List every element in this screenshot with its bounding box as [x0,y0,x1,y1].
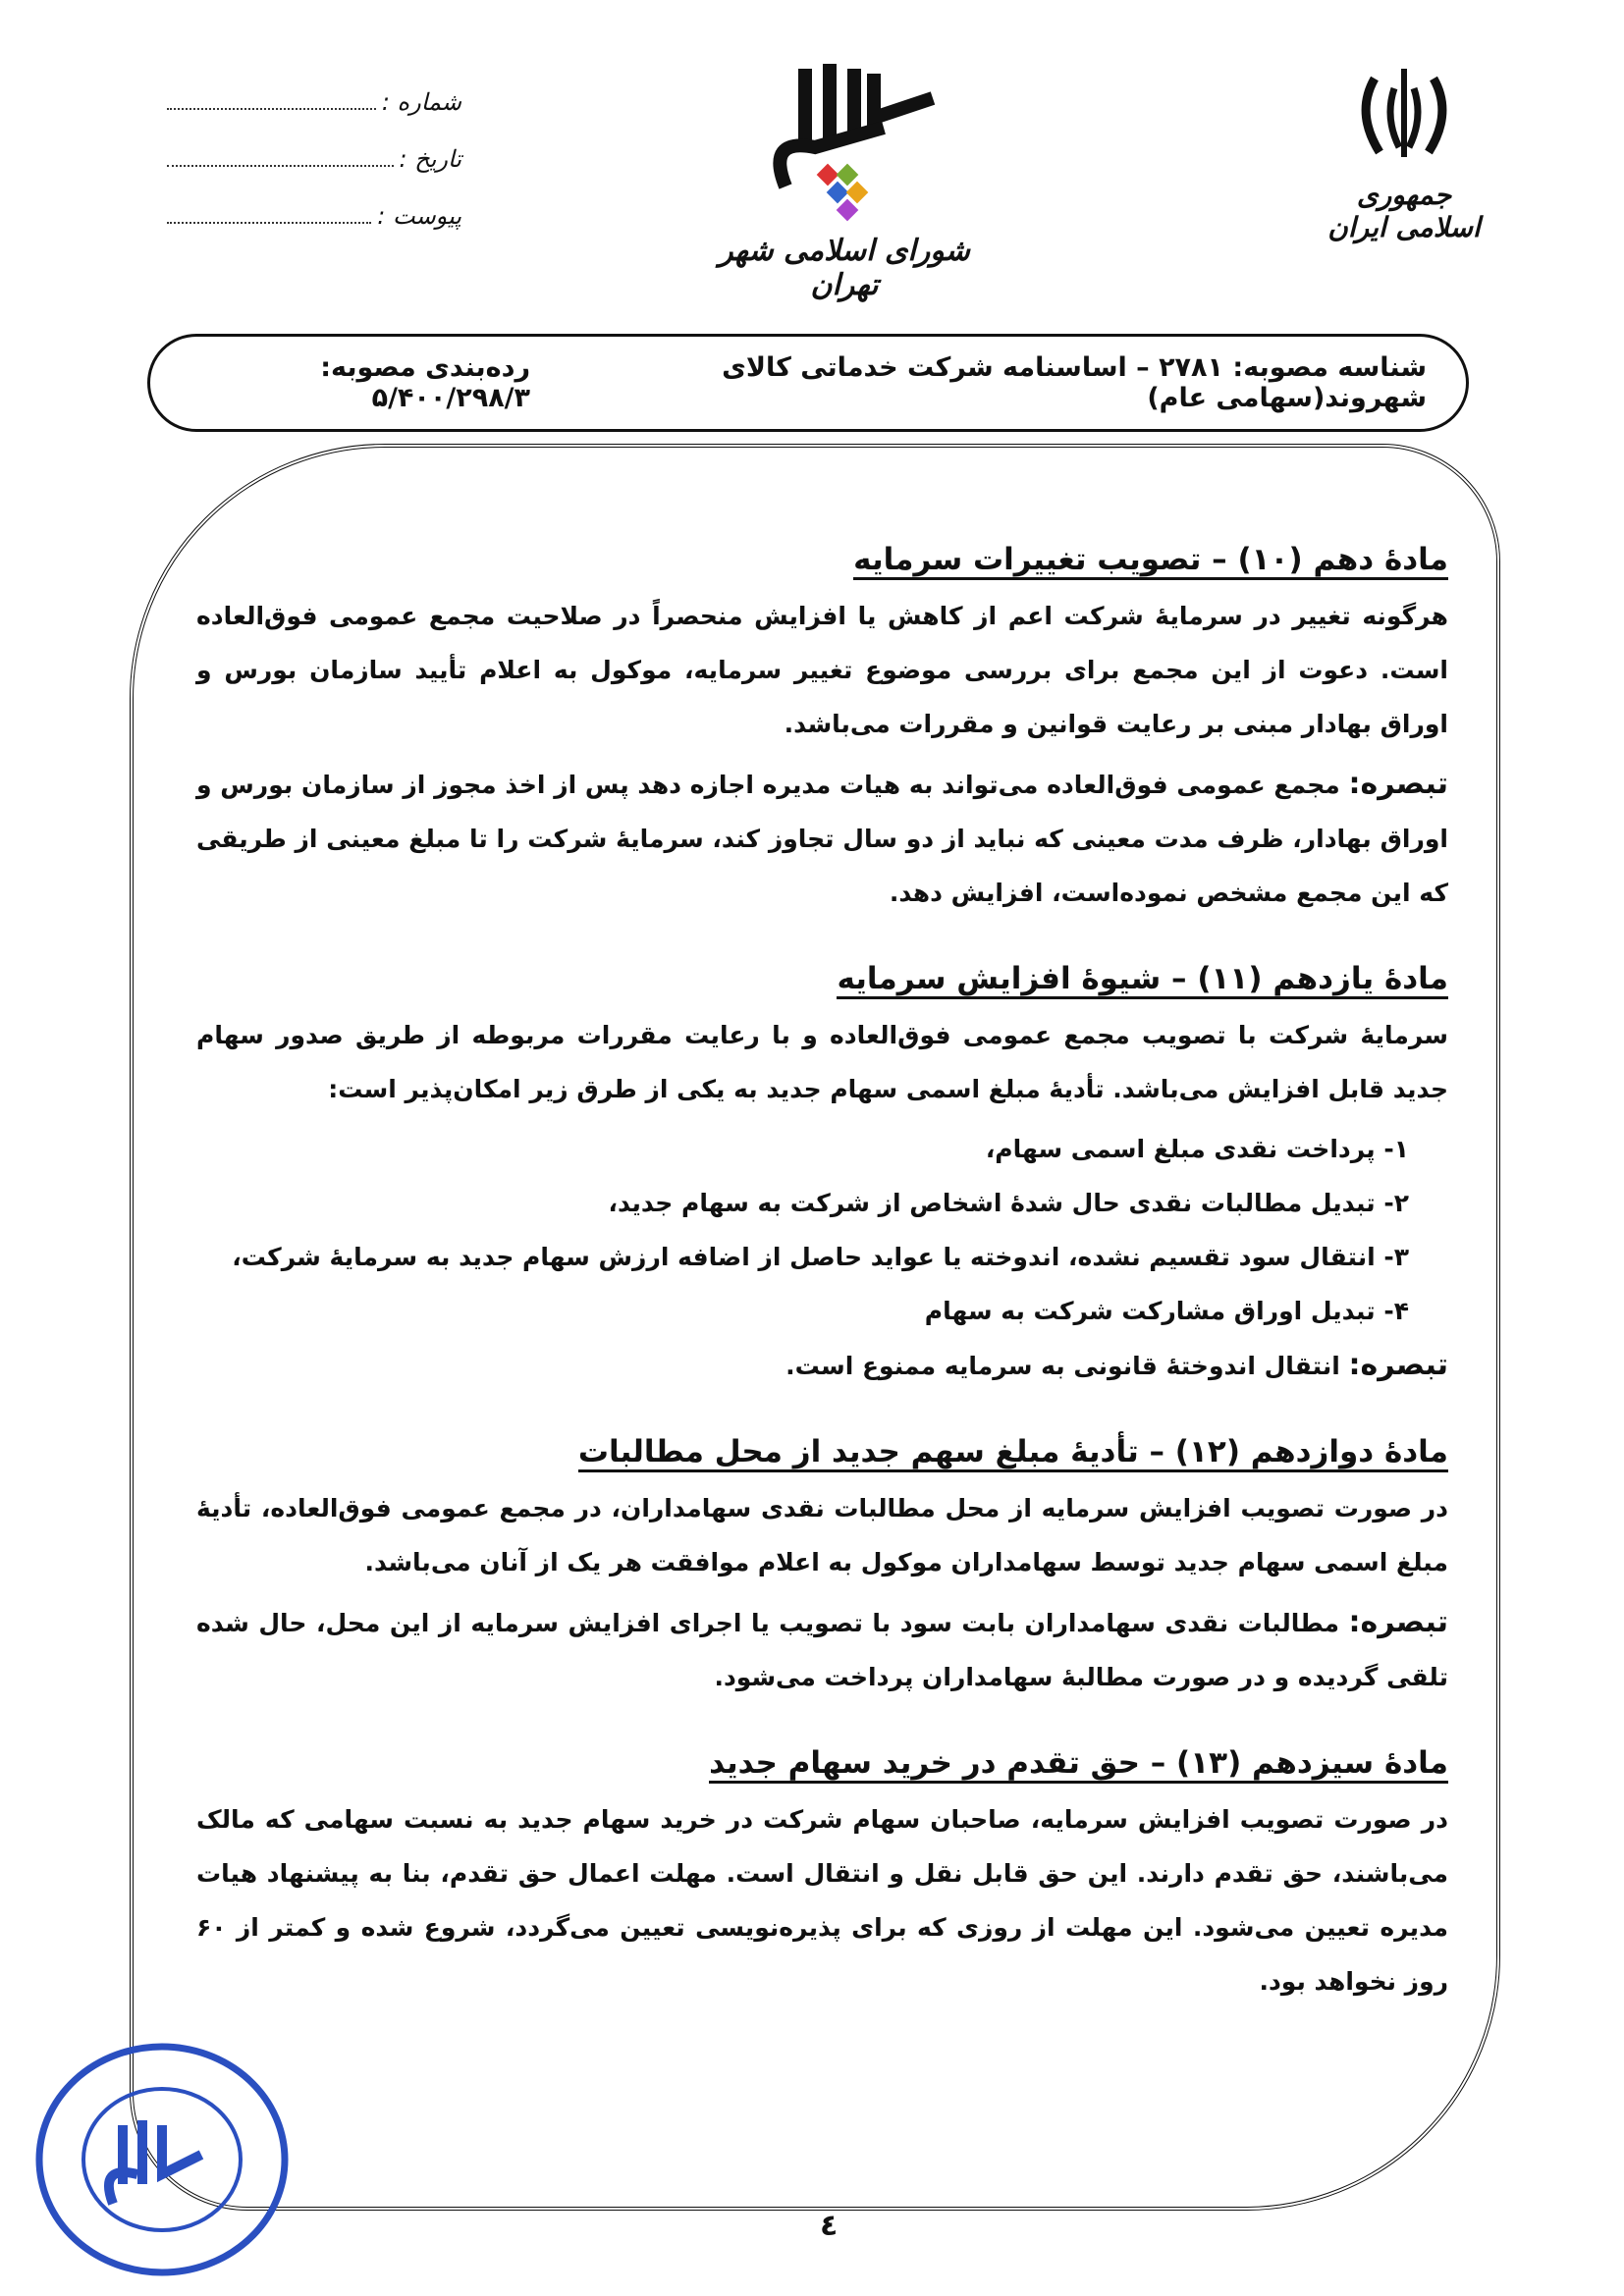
page-number: ٤ [820,2209,839,2243]
note-label: تبصره: [1348,767,1448,801]
note-text: مطالبات نقدی سهامداران بابت سود با تصویب یا اجرای افزایش سرمایه از این محل، حال شده تلقی گردیده و در صورت مطالبهٔ سهامداران پرداخت می‌شود. [196,1609,1448,1691]
article-note [196,757,1448,920]
dotted-line [167,204,371,224]
field-label: تاریخ : [399,145,461,173]
article-11 [196,949,1448,1393]
resolution-title-box [147,334,1469,432]
letter-fields [167,88,461,259]
dotted-line [167,147,394,167]
article-heading: مادهٔ دوازدهم (۱۲) – تأدیهٔ مبلغ سهم جدید از محل مطالبات [196,1422,1448,1481]
article-body: سرمایهٔ شرکت با تصویب مجمع عمومی فوق‌العاده و با رعایت مقررات مربوطه از طریق صدور سهام جدید قابل افزایش می‌باشد. تأدیهٔ مبلغ اسمی سهام جدید به یکی از طرق زیر امکان‌پذیر است: [196,1021,1448,1103]
note-label: تبصره: [1348,1605,1448,1639]
number-field [167,88,461,145]
note-text: مجمع عمومی فوق‌العاده می‌تواند به هیات مدیره اجازه دهد پس از اخذ مجوز از سازمان بورس و اوراق بهادار، ظرف مدت معینی که نباید از دو سال تجاوز کند، سرمایهٔ شرکت را تا مبلغ معینی از طریقی که این مجمع مشخص نموده‌است، افزایش دهد. [196,771,1448,907]
article-body: در صورت تصویب افزایش سرمایه، صاحبان سهام شرکت در خرید سهام جدید به نسبت سهامی که مالک می‌باشند، حق تقدم دارند. این حق قابل نقل و انتقال است. مهلت اعمال حق تقدم، بنا به پیشنهاد هیات مدیره تعیین می‌شود. این مهلت از روزی که برای پذیره‌نویسی تعیین می‌گردد، شروع شده و کمتر از ۶۰ روز نخواهد بود. [196,1805,1448,1996]
list-item: ۳- انتقال سود تقسیم نشده، اندوخته یا عواید حاصل از اضافه ارزش سهام جدید به سرمایهٔ شرکت، [232,1243,1409,1271]
council-caption: شورای اسلامی شهر تهران [719,234,970,302]
resolution-id: شناسه مصوبه: ۲۷۸۱ – اساسنامه شرکت خدماتی کالای شهروند(سهامی عام) [722,352,1427,413]
article-heading: مادهٔ یازدهم (۱۱) – شیوهٔ افزایش سرمایه [196,949,1448,1008]
list-item: ۲- تبدیل مطالبات نقدی حال شدهٔ اشخاص از شرکت به سهام جدید، [608,1189,1409,1217]
date-field [167,145,461,202]
council-logo-icon [746,59,943,226]
note-label: تبصره: [1348,1348,1448,1382]
note-text: انتقال اندوختهٔ قانونی به سرمایه ممنوع است. [785,1352,1340,1380]
article-12 [196,1422,1448,1704]
article-heading: مادهٔ دهم (۱۰) – تصویب تغییرات سرمایه [196,530,1448,589]
article-note [196,1595,1448,1704]
list-item: ۴- تبدیل اوراق مشارکت شرکت به سهام [924,1297,1409,1325]
article-body: هرگونه تغییر در سرمایهٔ شرکت اعم از کاهش یا افزایش منحصراً در صلاحیت مجمع عمومی فوق‌العاده است. دعوت از این مجمع برای بررسی موضوع تغییر سرمایه، موکول به اعلام تأیید سازمان بورس و اوراق بهادار مبنی بر رعایت قوانین و مقررات می‌باشد. [196,602,1448,738]
document-body [196,530,1448,2014]
article-body: در صورت تصویب افزایش سرمایه از محل مطالبات نقدی سهامداران، در مجمع عمومی فوق‌العاده، تأدیهٔ مبلغ اسمی سهام جدید توسط سهامداران موکول به اعلام موافقت هر یک از آنان می‌باشد. [196,1494,1448,1576]
emblem-caption: جمهوری اسلامی ایران [1327,179,1481,243]
field-label: شماره : [381,88,461,116]
stamp-icon [29,2037,295,2282]
article-heading: مادهٔ سیزدهم (۱۳) – حق تقدم در خرید سهام جدید [196,1734,1448,1792]
list-item: ۱- پرداخت نقدی مبلغ اسمی سهام، [985,1135,1409,1163]
article-10 [196,530,1448,920]
article-note [196,1338,1448,1393]
council-logo [707,59,982,302]
attachment-field [167,202,461,259]
council-stamp [29,2037,295,2286]
article-13 [196,1734,1448,2008]
iran-emblem-icon [1345,59,1463,167]
resolution-classification: رده‌بندی مصوبه: ۵/۴۰۰/۲۹۸/۳ [320,352,531,413]
dotted-line [167,90,376,110]
field-label: پیوست : [377,202,461,230]
iran-emblem [1316,59,1492,243]
